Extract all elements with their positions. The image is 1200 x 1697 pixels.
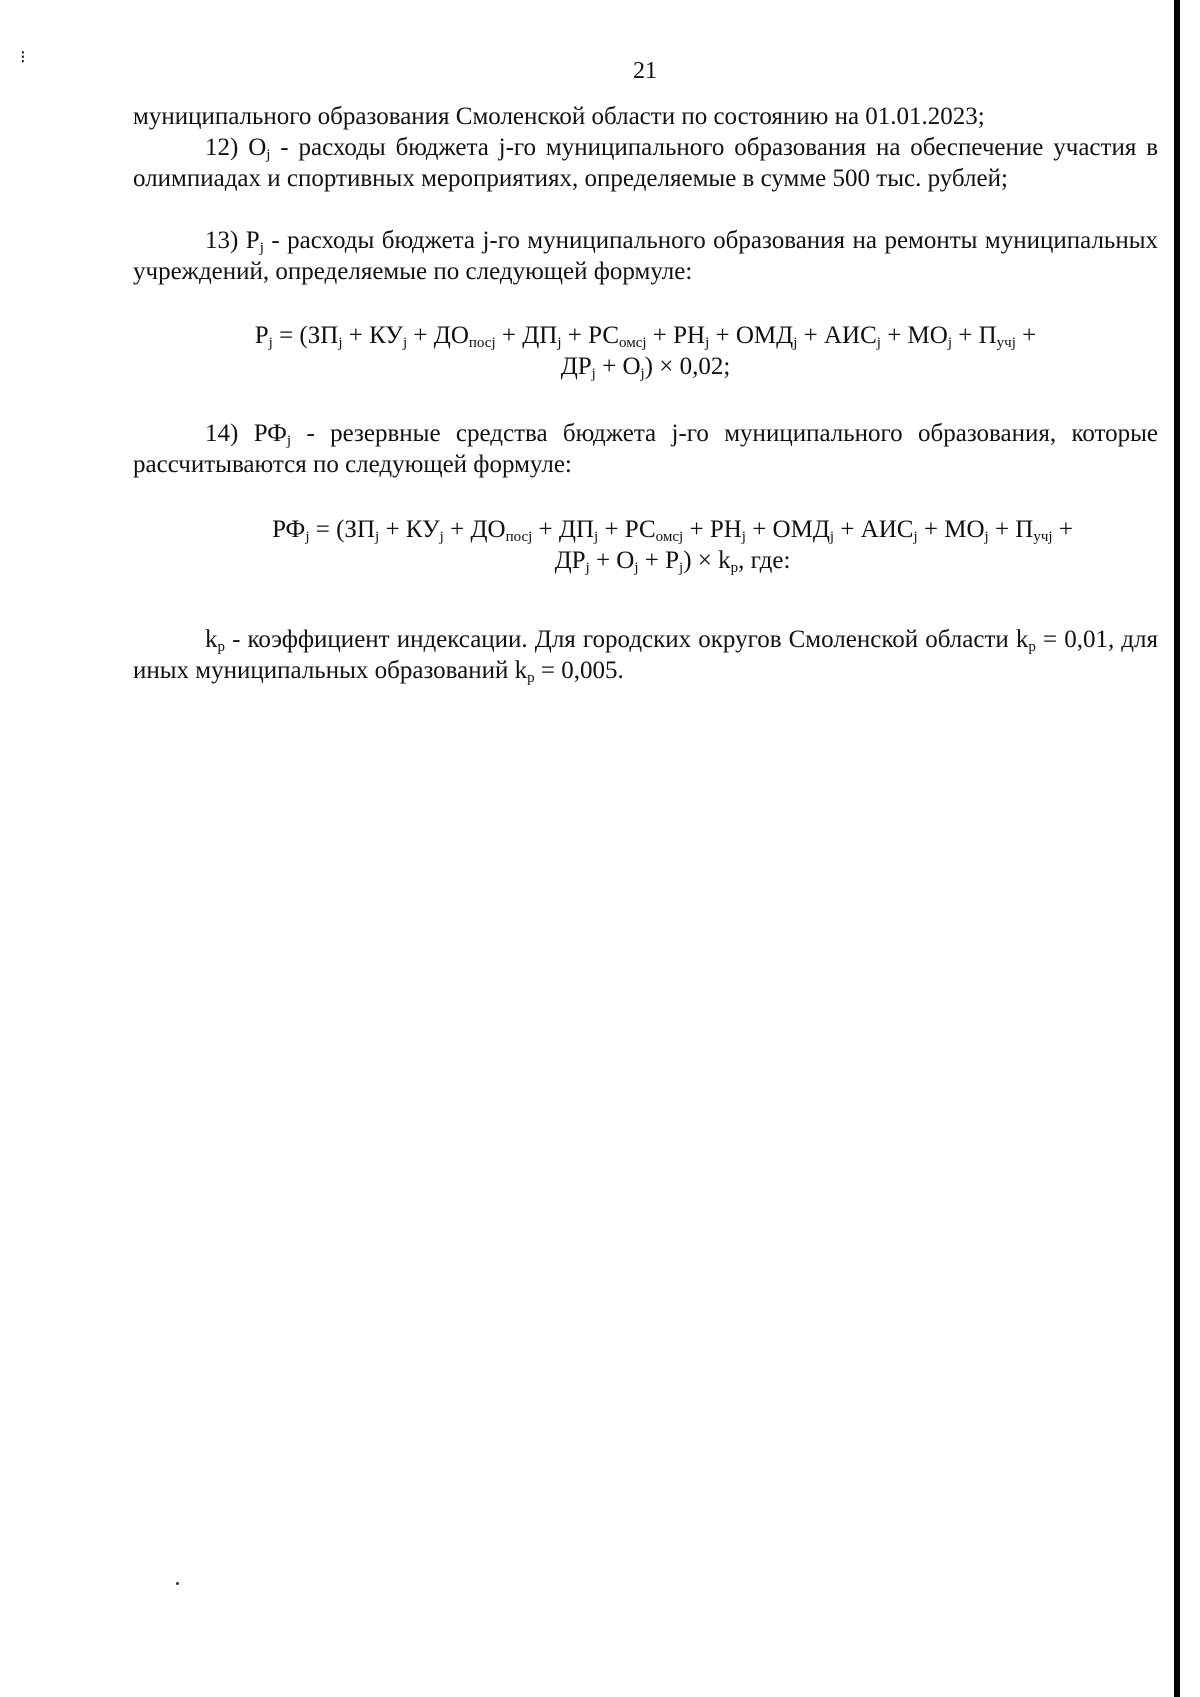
paragraph-item-14 <box>133 418 1158 480</box>
paragraph-item-12 <box>133 132 1158 194</box>
item-number: 14) <box>205 420 239 447</box>
scan-dot <box>176 1582 179 1585</box>
symbol: P <box>245 227 260 254</box>
scan-edge-border <box>1174 0 1180 1697</box>
item-text: - резервные средства бюджета j-го муниципального образования, которые рассчитываются по следующей формуле: <box>133 420 1159 478</box>
paragraph-text <box>133 132 1158 194</box>
paragraph-text <box>133 225 1158 287</box>
formula-line-2: $ДР_j + O_j + P_j) \times k_p$, где: <box>554 547 791 576</box>
paragraph-text: муниципального образования Смоленской области по состоянию на 01.01.2023; <box>133 103 985 130</box>
item-text: - расходы бюджета j-го муниципального образования на ремонты муниципальных учреждений, определяемые по следующей формуле: <box>133 227 1159 285</box>
paragraph-kp-definition <box>133 624 1158 686</box>
paragraph-continuation <box>133 101 1158 132</box>
formula-line-1: $РФ_j = (ЗП_j + КУ_j + ДО_{посj} + ДП_j + РС_{омсj} + РН_j + ОМД_j + АИС_j + МО_j + П_{учj}$ + <box>272 516 1073 545</box>
formula-line-2: $ДР_j + O_j) \times 0,02$; <box>560 353 731 382</box>
formula-reserve <box>160 514 1185 576</box>
symbol: k <box>205 626 218 653</box>
symbol: РФ <box>253 420 287 447</box>
item-text: - расходы бюджета j-го муниципального образования на обеспечение участия в олимпиадах и спортивных мероприятиях, определяемые в сумме 500 тыс. рублей; <box>133 134 1158 192</box>
formula-line-1: $P_j = (ЗП_j + КУ_j + ДО_{посj} + ДП_j + РС_{омсj} + РН_j + ОМД_j + АИС_j + МО_j + П_{учj}$ + <box>254 322 1037 351</box>
symbol-subscript: j <box>286 433 292 449</box>
symbol-subscript: j <box>266 147 271 163</box>
symbol-subscript: j <box>259 240 264 256</box>
formula-repairs <box>133 320 1158 382</box>
paragraph-item-13 <box>133 225 1158 287</box>
scan-mark: ⁝ <box>20 47 26 67</box>
item-number: 13) <box>205 227 239 254</box>
symbol-subscript: p <box>217 639 225 655</box>
page-number: 21 <box>633 58 657 84</box>
symbol: O <box>248 134 267 161</box>
paragraph-text: $k_p$ - коэффициент индексации. Для городских округов Смоленской области $k_p = 0,01$, для иных муниципальных образований $k_p = 0,005$. <box>133 626 1159 686</box>
item-number: 12) <box>205 134 239 161</box>
paragraph-text <box>133 418 1158 480</box>
